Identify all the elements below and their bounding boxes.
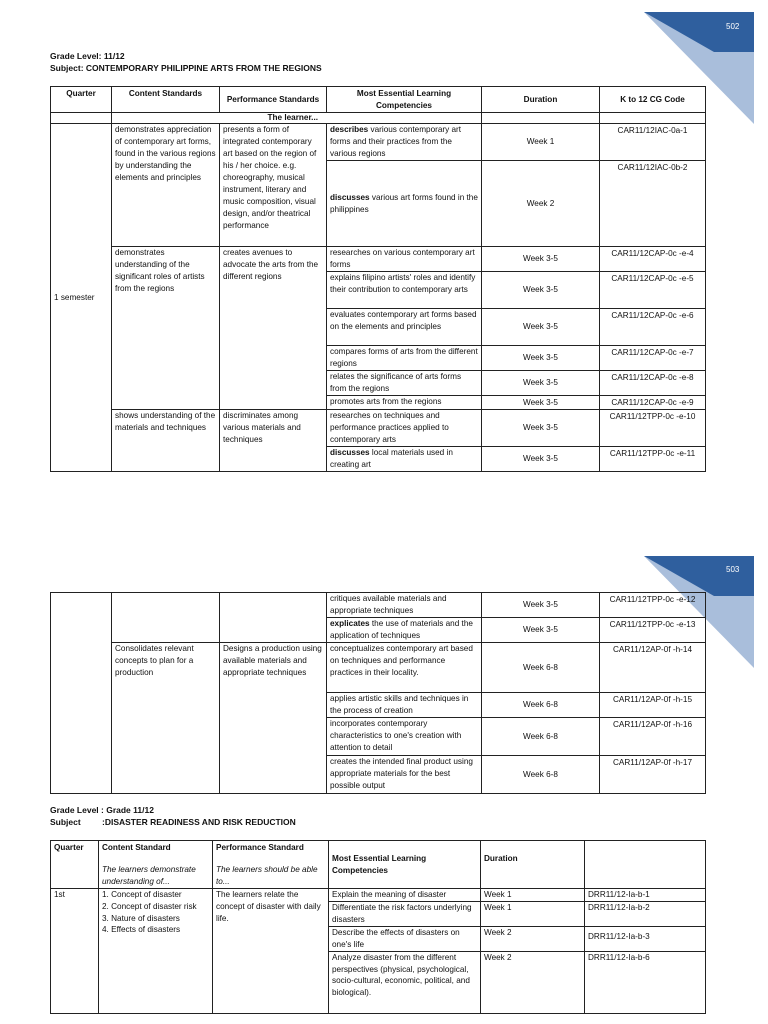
quarter-cell xyxy=(51,593,112,794)
drr-duration-cell: Week 2 xyxy=(481,926,585,951)
header-performance-standards: Performance Standards xyxy=(220,87,327,113)
melc-cell xyxy=(327,693,482,718)
drr-quarter-cell: 1st xyxy=(51,889,99,1014)
melc-verb: describes xyxy=(330,125,369,134)
table-row xyxy=(51,643,706,693)
drr-header-content xyxy=(99,841,213,889)
melc-cell xyxy=(327,593,482,618)
melc-cell xyxy=(327,718,482,756)
melc-cell xyxy=(327,756,482,794)
performance-standard-cell: creates avenues to advocate the arts from the different regions xyxy=(220,247,327,410)
drr-melc-cell: Analyze disaster from the different perspectives (physical, psychological, socio-cultural, economic, political, and biological). xyxy=(329,951,481,1013)
performance-standard-cell: Designs a production using available materials and appropriate techniques xyxy=(220,643,327,794)
melc-text: evaluates contemporary art forms based on the elements and principles xyxy=(330,310,477,331)
code-cell: CAR11/12AP-0f -h-17 xyxy=(600,756,706,794)
melc-text: the use of materials and the application of techniques xyxy=(330,619,473,640)
drr-melc-cell: Explain the meaning of disaster xyxy=(329,889,481,902)
drr-melc-cell: Describe the effects of disasters on one's life xyxy=(329,926,481,951)
melc-cell xyxy=(327,371,482,396)
drr-duration-cell: Week 1 xyxy=(481,901,585,926)
drr-content-item: 2. Concept of disaster risk xyxy=(102,901,197,911)
melc-cell xyxy=(327,272,482,309)
melc-cell xyxy=(327,309,482,346)
melc-verb: explicates xyxy=(330,619,370,628)
duration-cell: Week 3-5 xyxy=(482,346,600,371)
drr-header-duration: Duration xyxy=(481,841,585,889)
blank-cell xyxy=(482,113,600,124)
table-row xyxy=(51,410,706,447)
drr-code-cell: DRR11/12-Ia-b-1 xyxy=(585,889,706,902)
drr-grade-level: Grade Level : Grade 11/12 xyxy=(50,805,154,815)
table-row xyxy=(51,593,706,618)
drr-header-melc: Most Essential Learning Competencies xyxy=(329,841,481,889)
drr-header-performance xyxy=(213,841,329,889)
duration-cell: Week 6-8 xyxy=(482,756,600,794)
header-duration: Duration xyxy=(482,87,600,113)
drr-code-cell: DRR11/12-Ia-b-3 xyxy=(585,926,706,951)
code-cell: CAR11/12TPP-0c -e-13 xyxy=(600,618,706,643)
melc-text: promotes arts from the regions xyxy=(330,397,442,406)
code-cell: CAR11/12TPP-0c -e-11 xyxy=(600,447,706,472)
table-row xyxy=(51,124,706,161)
drr-performance-cell: The learners relate the concept of disaster with daily life. xyxy=(213,889,329,1014)
performance-standard-cell: discriminates among various materials and techniques xyxy=(220,410,327,472)
content-standard-cell xyxy=(112,593,220,643)
melc-cell xyxy=(327,396,482,410)
melc-text: conceptualizes contemporary art based on techniques and performance practices in their locality. xyxy=(330,644,473,677)
header-content-standards: Content Standards xyxy=(112,87,220,113)
drr-row xyxy=(51,889,706,902)
duration-cell: Week 3-5 xyxy=(482,593,600,618)
melc-verb: discusses xyxy=(330,192,370,202)
code-cell: CAR11/12CAP-0c -e-5 xyxy=(600,272,706,309)
drr-content-item: 4. Effects of disasters xyxy=(102,925,181,935)
duration-cell: Week 3-5 xyxy=(482,371,600,396)
duration-cell: Week 1 xyxy=(482,124,600,161)
code-cell: CAR11/12AP-0f -h-14 xyxy=(600,643,706,693)
content-standard-cell: shows understanding of the materials and techniques xyxy=(112,410,220,472)
code-cell: CAR11/12IAC-0a-1 xyxy=(600,124,706,161)
drr-subject-value: :DISASTER READINESS AND RISK REDUCTION xyxy=(102,817,296,827)
duration-cell: Week 2 xyxy=(482,161,600,247)
drr-code-cell: DRR11/12-Ia-b-6 xyxy=(585,951,706,1013)
melc-cell xyxy=(327,124,482,161)
drr-subject-label: Subject xyxy=(50,817,81,827)
duration-cell: Week 3-5 xyxy=(482,396,600,410)
melc-cell xyxy=(327,447,482,472)
melc-text: researches on various contemporary art forms xyxy=(330,248,475,269)
melc-text: relates the significance of arts forms from the regions xyxy=(330,372,462,393)
duration-cell: Week 6-8 xyxy=(482,718,600,756)
melc-cell xyxy=(327,161,482,247)
drr-duration-cell: Week 2 xyxy=(481,951,585,1013)
cpar-competency-table xyxy=(50,86,706,472)
page-503 xyxy=(0,554,768,1024)
cpar-competency-table-continued xyxy=(50,592,706,794)
duration-cell: Week 3-5 xyxy=(482,247,600,272)
code-cell: CAR11/12AP-0f -h-16 xyxy=(600,718,706,756)
code-cell: CAR11/12CAP-0c -e-4 xyxy=(600,247,706,272)
duration-cell: Week 3-5 xyxy=(482,618,600,643)
content-standard-cell: demonstrates understanding of the significant roles of artists from the regions xyxy=(112,247,220,410)
duration-cell: Week 6-8 xyxy=(482,643,600,693)
melc-text: creates the intended final product using appropriate materials for the best possible output xyxy=(330,757,473,790)
melc-text: compares forms of arts from the different regions xyxy=(330,347,478,368)
drr-code-cell: DRR11/12-Ia-b-2 xyxy=(585,901,706,926)
duration-cell: Week 3-5 xyxy=(482,272,600,309)
learner-label: The learner... xyxy=(220,113,482,124)
blank-cell xyxy=(600,113,706,124)
drr-header-performance-title: Performance Standard xyxy=(216,843,304,852)
grade-level: Grade Level: 11/12 xyxy=(50,51,125,61)
melc-cell xyxy=(327,346,482,371)
drr-content-item: 1. Concept of disaster xyxy=(102,890,182,899)
melc-text: applies artistic skills and techniques in the process of creation xyxy=(330,694,469,715)
content-standard-cell: demonstrates appreciation of contemporary art forms, found in the various regions by understanding the elements and principles xyxy=(112,124,220,247)
drr-header-content-sub: The learners demonstrate understanding of... xyxy=(102,865,196,886)
drr-header-performance-sub: The learners should be able to... xyxy=(216,865,318,886)
melc-cell xyxy=(327,643,482,693)
code-cell: CAR11/12TPP-0c -e-12 xyxy=(600,593,706,618)
melc-text: various contemporary art forms and their practices from the various regions xyxy=(330,125,462,158)
melc-cell xyxy=(327,618,482,643)
melc-text: researches on techniques and performance practices applied to contemporary arts xyxy=(330,411,449,444)
code-cell: CAR11/12CAP-0c -e-6 xyxy=(600,309,706,346)
melc-verb: discusses xyxy=(330,448,370,457)
duration-cell: Week 6-8 xyxy=(482,693,600,718)
drr-competency-table xyxy=(50,840,706,1014)
melc-text: critiques available materials and appropriate techniques xyxy=(330,594,447,615)
drr-duration-cell: Week 1 xyxy=(481,889,585,902)
drr-header-row xyxy=(51,841,706,889)
melc-cell xyxy=(327,247,482,272)
melc-text: explains filipino artists' roles and identify their contribution to contemporary arts xyxy=(330,273,476,294)
page-number: 502 xyxy=(726,22,740,31)
drr-header-quarter: Quarter xyxy=(51,841,99,889)
code-cell: CAR11/12AP-0f -h-15 xyxy=(600,693,706,718)
drr-content-cell xyxy=(99,889,213,1014)
duration-cell: Week 3-5 xyxy=(482,410,600,447)
blank-cell xyxy=(112,113,220,124)
quarter-cell: 1 semester xyxy=(51,124,112,472)
code-cell: CAR11/12IAC-0b-2 xyxy=(600,161,706,247)
melc-text: local materials used in creating art xyxy=(330,448,453,469)
page-number: 503 xyxy=(726,565,740,574)
header-melc: Most Essential Learning Competencies xyxy=(327,87,482,113)
drr-melc-cell: Differentiate the risk factors underlying disasters xyxy=(329,901,481,926)
performance-standard-cell: presents a form of integrated contemporary art based on the region of his / her choice. e.g. choreography, musical instrument, literary and music composition, visual design, and/or theatrical performance xyxy=(220,124,327,247)
content-standard-cell: Consolidates relevant concepts to plan for a production xyxy=(112,643,220,794)
melc-cell xyxy=(327,410,482,447)
code-cell: CAR11/12CAP-0c -e-7 xyxy=(600,346,706,371)
drr-header-code xyxy=(585,841,706,889)
melc-text: incorporates contemporary characteristics to one's creation with attention to detail xyxy=(330,719,462,752)
code-cell: CAR11/12TPP-0c -e-10 xyxy=(600,410,706,447)
blank-cell xyxy=(51,113,112,124)
drr-content-item: 3. Nature of disasters xyxy=(102,913,180,923)
code-cell: CAR11/12CAP-0c -e-9 xyxy=(600,396,706,410)
header-row xyxy=(51,87,706,113)
performance-standard-cell xyxy=(220,593,327,643)
melc-text: various art forms found in the philippines xyxy=(330,192,478,214)
duration-cell: Week 3-5 xyxy=(482,447,600,472)
table-row xyxy=(51,247,706,272)
drr-header-content-title: Content Standard xyxy=(102,843,171,852)
duration-cell: Week 3-5 xyxy=(482,309,600,346)
code-cell: CAR11/12CAP-0c -e-8 xyxy=(600,371,706,396)
header-quarter: Quarter xyxy=(51,87,112,113)
header-code: K to 12 CG Code xyxy=(600,87,706,113)
subject-title: Subject: CONTEMPORARY PHILIPPINE ARTS FROM THE REGIONS xyxy=(50,63,322,73)
drr-subject xyxy=(50,816,296,828)
